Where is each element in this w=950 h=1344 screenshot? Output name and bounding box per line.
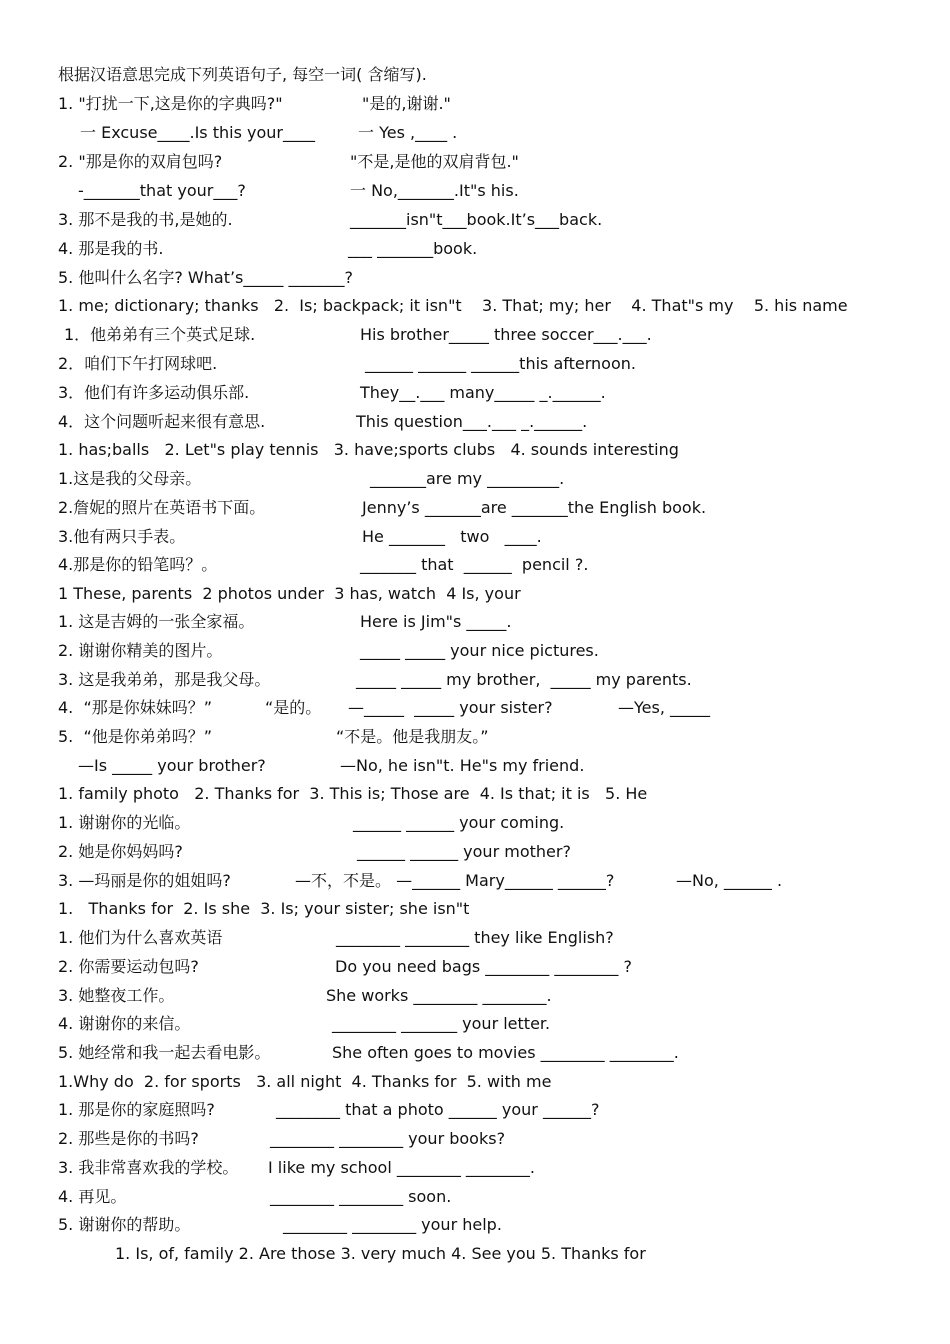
question-text: 4. 那是我的书.: [58, 239, 164, 258]
question-text: 1.这是我的父母亲。: [58, 469, 202, 488]
question-text: 4. 谢谢你的来信。: [58, 1014, 191, 1033]
answer-template: _______isn"t___book.It’s___back.: [350, 210, 603, 229]
question-text: 4. 再见。: [58, 1187, 127, 1206]
question-text: 2. 你需要运动包吗?: [58, 957, 199, 976]
answer-template: —_____ _____ your sister?: [348, 698, 553, 717]
question-text: 1. "打扰一下,这是你的字典吗?": [58, 94, 283, 113]
question-text: 2. "那是你的双肩包吗?: [58, 152, 223, 171]
answer-template: _______are my _________.: [370, 469, 565, 488]
answer-key: 1. me; dictionary; thanks 2. Is; backpack; it isn"t 3. That; my; her 4. That"s my 5. his name: [58, 296, 848, 315]
answer-template: Jenny’s _______are _______the English book.: [362, 498, 707, 517]
question-text: 5. 他叫什么名字? What’s_____ _______?: [58, 268, 353, 287]
answer-template: ________ that a photo ______ your ______?: [276, 1100, 600, 1119]
answer-template: His brother_____ three soccer___.___.: [360, 325, 652, 344]
answer-template: ________ ________ they like English?: [336, 928, 614, 947]
answer-template: —不，不是。 —______ Mary______ ______?: [295, 871, 615, 890]
answer-template: I like my school ________ ________.: [268, 1158, 536, 1177]
answer-template: —No, he isn"t. He"s my friend.: [340, 756, 585, 775]
answer-template: ________ ________ your books?: [270, 1129, 506, 1148]
answer-template: He _______ two ____.: [362, 527, 542, 546]
question-text: 1. 谢谢你的光临。: [58, 813, 191, 832]
answer-template: —Yes, _____: [618, 698, 710, 717]
question-text: 2. 她是你妈妈吗?: [58, 842, 183, 861]
question-text: "不是,是他的双肩背包.": [350, 152, 519, 171]
answer-key: 1. has;balls 2. Let"s play tennis 3. have;sports clubs 4. sounds interesting: [58, 440, 679, 459]
question-text: 4．这个问题听起来很有意思.: [58, 412, 266, 431]
answer-key: 1 These, parents 2 photos under 3 has, watch 4 Is, your: [58, 584, 521, 603]
answer-template: ______ ______ your coming.: [353, 813, 565, 832]
answer-template: ______ ______ ______this afternoon.: [365, 354, 636, 373]
answer-key: 1. Is, of, family 2. Are those 3. very much 4. See you 5. Thanks for: [115, 1244, 646, 1263]
question-text: 2. 谢谢你精美的图片。: [58, 641, 223, 660]
question-text: 1. 他们为什么喜欢英语: [58, 928, 223, 947]
answer-template: ___ _______book.: [348, 239, 478, 258]
answer-template: ______ ______ your mother?: [357, 842, 571, 861]
answer-template: Here is Jim"s _____.: [360, 612, 512, 631]
answer-key: 1.Why do 2. for sports 3. all night 4. Thanks for 5. with me: [58, 1072, 552, 1091]
question-text: 1. 那是你的家庭照吗?: [58, 1100, 215, 1119]
question-text: 2．咱们下午打网球吧.: [58, 354, 218, 373]
question-text: 4.那是你的铅笔吗？。: [58, 555, 218, 574]
answer-template: She works ________ ________.: [326, 986, 552, 1005]
question-text: 3. 那不是我的书,是她的.: [58, 210, 233, 229]
answer-template: ________ ________ your help.: [283, 1215, 502, 1234]
answer-template: —Is _____ your brother?: [78, 756, 266, 775]
question-text: 4. “那是你妹妹吗？”: [58, 698, 213, 717]
answer-template: _____ _____ your nice pictures.: [360, 641, 599, 660]
question-text: 3. 她整夜工作。: [58, 986, 175, 1005]
question-text: 2.詹妮的照片在英语书下面。: [58, 498, 266, 517]
answer-template: 一 Yes ,____ .: [358, 123, 458, 142]
question-text: 3. 我非常喜欢我的学校。: [58, 1158, 239, 1177]
answer-template: They__.___ many_____ _.______.: [360, 383, 606, 402]
answer-template: 一 Excuse____.Is this your____: [80, 123, 315, 142]
question-text: “是的。: [265, 698, 322, 717]
question-text: 3．他们有许多运动俱乐部.: [58, 383, 250, 402]
answer-template: She often goes to movies ________ ________.: [332, 1043, 679, 1062]
question-text: 3.他有两只手表。: [58, 527, 186, 546]
question-text: 5. 她经常和我一起去看电影。: [58, 1043, 271, 1062]
question-text: 3. 这是我弟弟，那是我父母。: [58, 670, 271, 689]
question-text: 5. 谢谢你的帮助。: [58, 1215, 191, 1234]
answer-template: 一 No,_______.It"s his.: [350, 181, 519, 200]
answer-template: -_______that your___?: [78, 181, 246, 200]
answer-template: _____ _____ my brother, _____ my parents.: [356, 670, 692, 689]
answer-template: _______ that ______ pencil ?.: [360, 555, 589, 574]
instruction-line: 根据汉语意思完成下列英语句子, 每空一词( 含缩写).: [58, 65, 427, 84]
question-text: “不是。他是我朋友。”: [336, 727, 489, 746]
question-text: 1．他弟弟有三个英式足球.: [64, 325, 256, 344]
question-text: 3. —玛丽是你的姐姐吗?: [58, 871, 231, 890]
answer-template: ________ ________ soon.: [270, 1187, 452, 1206]
answer-template: This question___.___ _.______.: [356, 412, 588, 431]
question-text: 5. “他是你弟弟吗？”: [58, 727, 213, 746]
question-text: "是的,谢谢.": [362, 94, 451, 113]
answer-template: Do you need bags ________ ________ ?: [335, 957, 632, 976]
question-text: 1. 这是吉姆的一张全家福。: [58, 612, 255, 631]
answer-key: 1. family photo 2. Thanks for 3. This is; Those are 4. Is that; it is 5. He: [58, 784, 648, 803]
answer-template: —No, ______ .: [676, 871, 783, 890]
answer-template: ________ _______ your letter.: [332, 1014, 551, 1033]
question-text: 2. 那些是你的书吗?: [58, 1129, 199, 1148]
answer-key: 1. Thanks for 2. Is she 3. Is; your sister; she isn"t: [58, 899, 470, 918]
